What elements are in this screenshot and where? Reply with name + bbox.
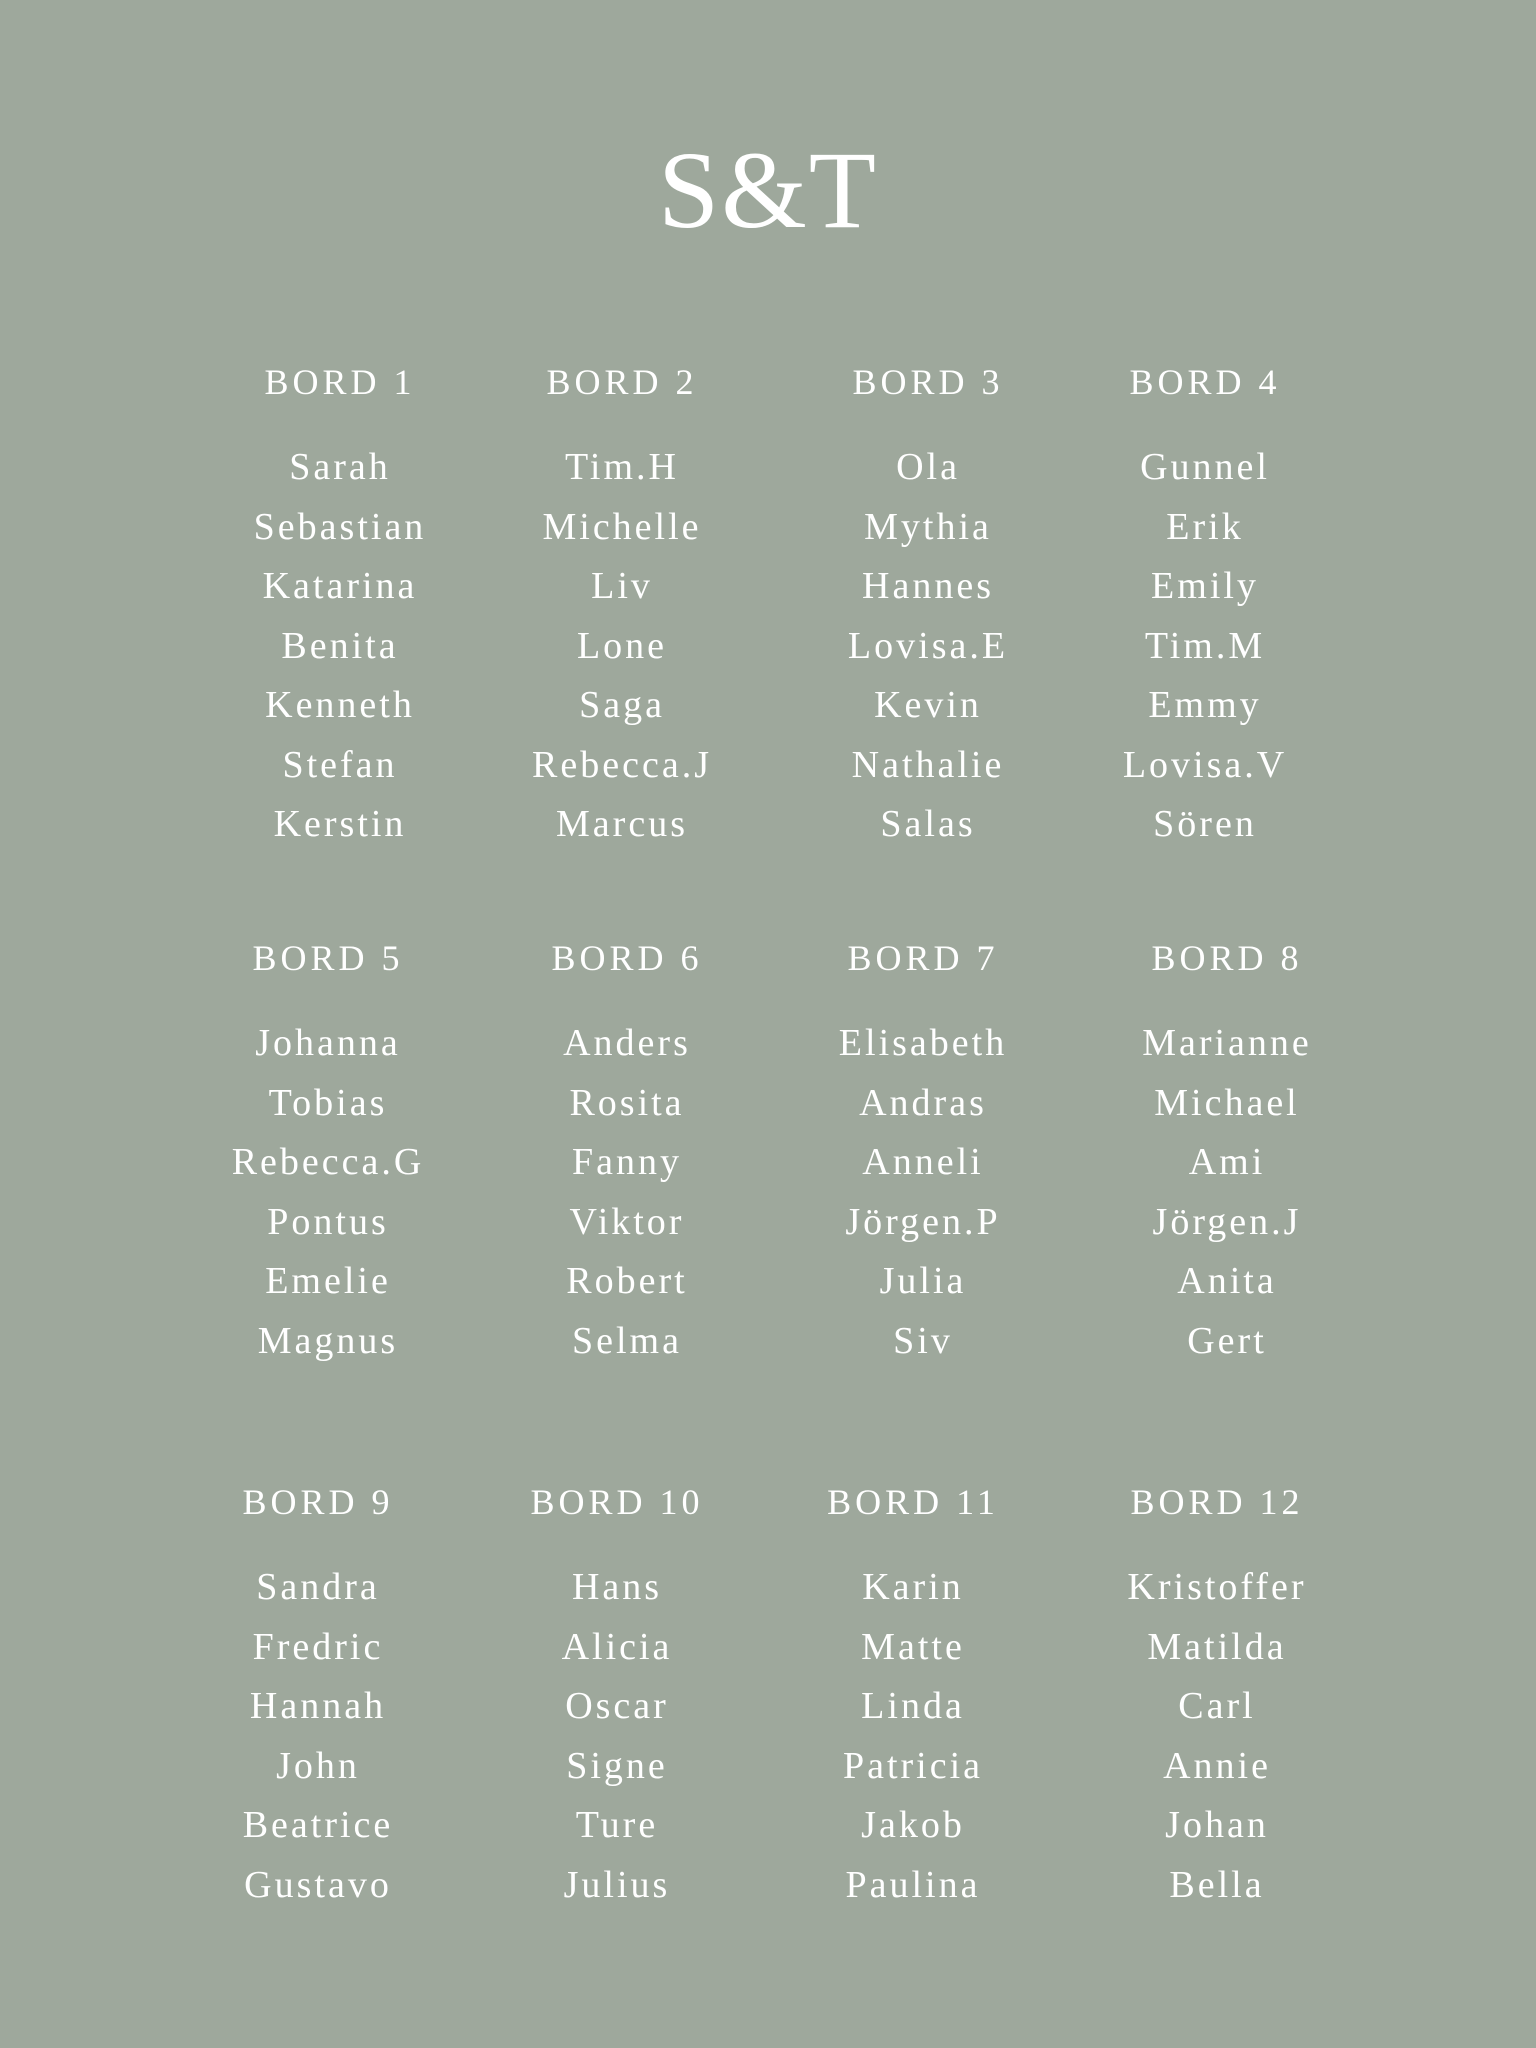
guest-list <box>773 1014 1073 1371</box>
table-block-9 <box>168 1482 468 1915</box>
table-block-2 <box>472 362 772 855</box>
guest-list <box>477 1014 777 1371</box>
guest-name: Carl <box>1178 1685 1256 1727</box>
guest-name: Lovisa.V <box>1122 743 1288 786</box>
guest-name: Andras <box>859 1081 987 1124</box>
guest-name: Hannes <box>862 565 994 607</box>
guest-name: Signe <box>566 1744 668 1787</box>
guest-name: Fanny <box>572 1141 682 1183</box>
table-title: BORD 6 <box>551 938 703 978</box>
guest-name: Anita <box>1177 1260 1277 1302</box>
guest-name: Rosita <box>569 1081 685 1124</box>
guest-name: Kevin <box>874 684 982 726</box>
guest-name: Matilda <box>1147 1625 1287 1668</box>
guest-name: Siv <box>893 1319 953 1362</box>
guest-name: Hans <box>571 1566 663 1608</box>
guest-list <box>467 1558 767 1915</box>
guest-list <box>168 1558 468 1915</box>
guest-name: Oscar <box>565 1685 669 1727</box>
guest-name: Ture <box>575 1804 659 1846</box>
guest-name: Elisabeth <box>838 1022 1008 1064</box>
guest-name: Jörgen.J <box>1152 1200 1302 1243</box>
table-title: BORD 5 <box>252 938 404 978</box>
guest-name: Rebecca.J <box>532 743 712 786</box>
guest-name: Emily <box>1151 565 1259 607</box>
guest-name: Liv <box>591 565 653 607</box>
table-title: BORD 10 <box>530 1482 704 1522</box>
guest-name: Hannah <box>249 1685 387 1727</box>
guest-name: Marcus <box>556 803 688 845</box>
table-title: BORD 9 <box>242 1482 394 1522</box>
guest-name: Emelie <box>265 1260 391 1302</box>
table-block-4 <box>1055 362 1355 855</box>
guest-name: Saga <box>579 684 665 726</box>
table-block-12 <box>1067 1482 1367 1915</box>
guest-name: Nathalie <box>851 743 1005 786</box>
guest-name: Alicia <box>561 1625 673 1668</box>
table-block-10 <box>467 1482 767 1915</box>
guest-name: Patricia <box>842 1744 984 1787</box>
monogram-title: S&T <box>658 129 878 251</box>
guest-list <box>1077 1014 1377 1371</box>
table-block-1 <box>190 362 490 855</box>
guest-name: Bella <box>1169 1863 1265 1906</box>
table-title: BORD 1 <box>264 362 416 402</box>
guest-name: Tim.H <box>565 446 679 488</box>
table-title: BORD 4 <box>1129 362 1281 402</box>
guest-name: Magnus <box>257 1319 399 1362</box>
guest-name: Lone <box>576 624 668 667</box>
guest-name: Emmy <box>1148 684 1262 726</box>
guest-name: Michelle <box>542 505 702 548</box>
guest-name: Katarina <box>262 565 418 607</box>
guest-name: Gunnel <box>1140 446 1270 488</box>
guest-name: Tim.M <box>1144 624 1266 667</box>
guest-name: Matte <box>861 1625 965 1668</box>
table-title: BORD 12 <box>1130 1482 1304 1522</box>
guest-name: Kenneth <box>265 684 415 726</box>
guest-name: Selma <box>572 1319 682 1362</box>
guest-name: Sandra <box>256 1566 380 1608</box>
guest-name: Beatrice <box>242 1804 394 1846</box>
guest-name: Salas <box>880 803 976 845</box>
guest-name: Kristoffer <box>1127 1566 1307 1608</box>
table-block-7 <box>773 938 1073 1371</box>
table-title: BORD 8 <box>1151 938 1303 978</box>
guest-name: Stefan <box>282 743 398 786</box>
guest-name: Pontus <box>267 1200 389 1243</box>
table-title: BORD 2 <box>546 362 698 402</box>
table-block-5 <box>178 938 478 1371</box>
guest-list <box>472 438 772 855</box>
guest-name: Jakob <box>861 1804 965 1846</box>
guest-name: Anneli <box>862 1141 984 1183</box>
guest-name: Fredric <box>252 1625 384 1668</box>
guest-name: Rebecca.G <box>231 1141 425 1183</box>
guest-name: Erik <box>1166 505 1244 548</box>
guest-name: Sören <box>1153 803 1257 845</box>
table-block-6 <box>477 938 777 1371</box>
guest-name: Kerstin <box>273 803 407 845</box>
guest-name: John <box>276 1744 360 1787</box>
guest-list <box>763 1558 1063 1915</box>
guest-name: Ami <box>1188 1141 1266 1183</box>
guest-name: Linda <box>861 1685 965 1727</box>
table-block-3 <box>778 362 1078 855</box>
guest-name: Gert <box>1187 1319 1267 1362</box>
guest-name: Sarah <box>289 446 391 488</box>
guest-name: Julia <box>879 1260 967 1302</box>
guest-list <box>1055 438 1355 855</box>
guest-name: Michael <box>1154 1081 1300 1124</box>
table-title: BORD 11 <box>827 1482 999 1522</box>
guest-name: Lovisa.E <box>847 624 1009 667</box>
guest-name: Julius <box>563 1863 671 1906</box>
guest-list <box>1067 1558 1367 1915</box>
guest-name: Annie <box>1163 1744 1271 1787</box>
guest-name: Gustavo <box>244 1863 392 1906</box>
guest-name: Marianne <box>1142 1022 1312 1064</box>
table-title: BORD 7 <box>847 938 999 978</box>
guest-list <box>178 1014 478 1371</box>
guest-name: Anders <box>563 1022 691 1064</box>
guest-name: Robert <box>566 1260 688 1302</box>
guest-name: Johanna <box>255 1022 401 1064</box>
guest-name: Tobias <box>268 1081 388 1124</box>
guest-name: Mythia <box>864 505 992 548</box>
table-block-11 <box>763 1482 1063 1915</box>
guest-list <box>778 438 1078 855</box>
guest-name: Jörgen.P <box>845 1200 1001 1243</box>
guest-name: Sebastian <box>253 505 427 548</box>
guest-name: Karin <box>862 1566 964 1608</box>
guest-name: Benita <box>281 624 399 667</box>
guest-name: Paulina <box>845 1863 981 1906</box>
guest-name: Johan <box>1165 1804 1269 1846</box>
guest-name: Ola <box>896 446 960 488</box>
guest-list <box>190 438 490 855</box>
table-block-8 <box>1077 938 1377 1371</box>
table-title: BORD 3 <box>852 362 1004 402</box>
guest-name: Viktor <box>569 1200 685 1243</box>
